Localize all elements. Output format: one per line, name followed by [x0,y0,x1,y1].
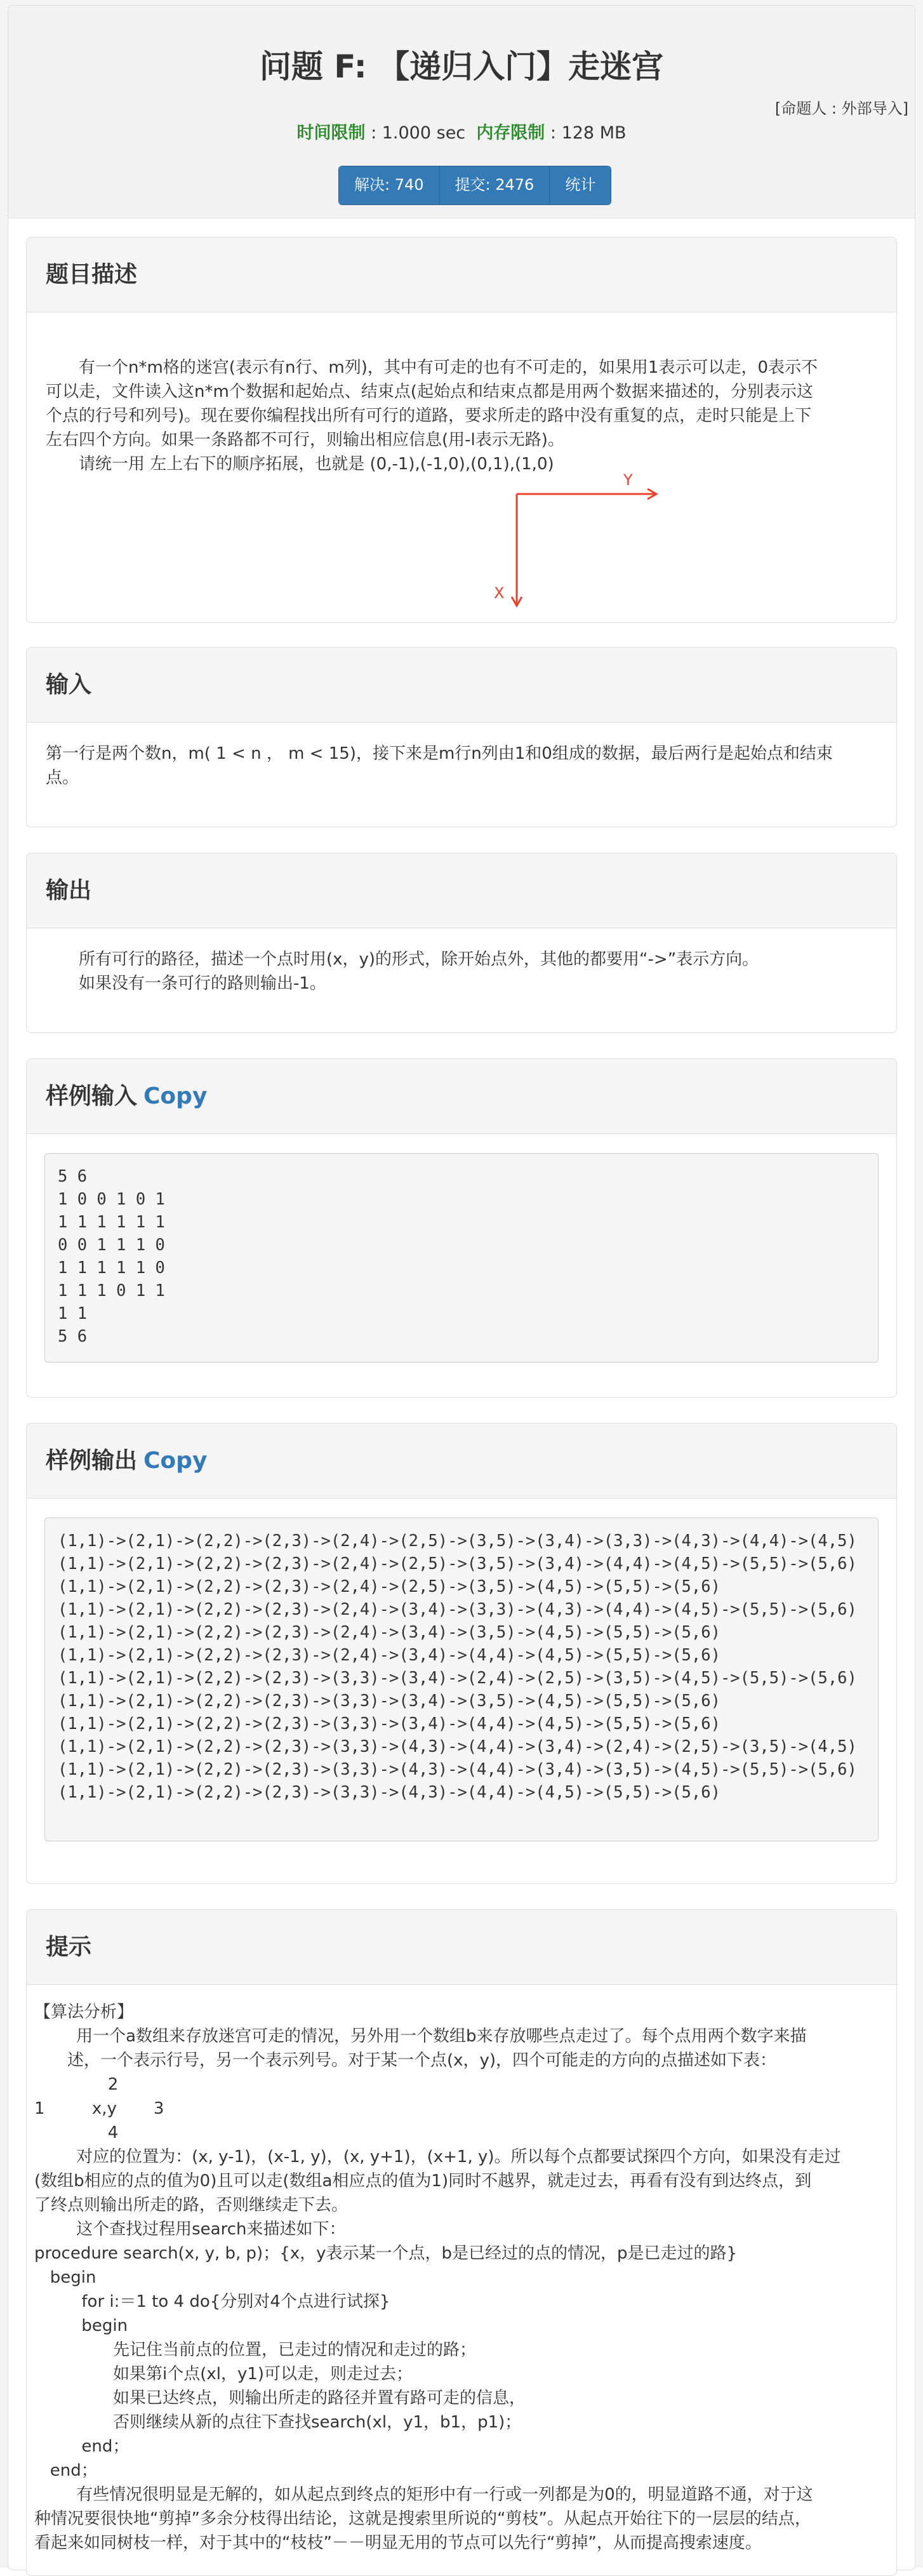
hint-line: (数组b相应的点的值为0)且可以走(数组a相应点的值为1)同时不越界，就走过去，再看有没有到达终点，到 [34,2172,812,2191]
input-heading: 输入 [27,648,896,723]
input-line: 第一行是两个数n，m( 1 < n ， m < 15)，接下来是m行n列由1和0组成的数据，最后两行是起始点和结束 [46,744,833,763]
hint-line: 述，一个表示行号，另一个表示列号。对于某一个点(x，y)，四个可能走的方向的点描述如下表： [67,2051,777,2070]
hint-line: 对应的位置为：(x, y-1)，(x-1, y)，(x, y+1)，(x+1, y)。所以每个点都要试探四个方向，如果没有走过 [34,2147,841,2166]
sample-output-copy-link[interactable]: Copy [143,1448,208,1474]
hint-line: 有些情况很明显是无解的，如从起点到终点的矩形中有一行或一列都是为0的，明显道路不通，对于这 [34,2485,813,2504]
hint-line: 先记住当前点的位置，已走过的情况和走过的路； [34,2340,476,2359]
problem-container [8,5,915,2570]
time-limit-value: : 1.000 sec [365,123,477,143]
sample-output-title: 样例输出 [46,1448,138,1474]
hint-line: begin [34,2268,96,2287]
input-panel [26,647,897,827]
description-line: 左右四个方向。如果一条路都不可行，则输出相应信息(用-l表示无路)。 [46,430,564,450]
hint-panel [26,1909,897,2576]
hint-line: procedure search(x, y, b, p)；{x，y表示某一个点，b是已经过的点的情况，p是已走过的路} [34,2244,738,2263]
hint-heading: 提示 [27,1910,896,1985]
input-text [46,742,884,790]
hint-line: begin [34,2316,128,2335]
sample-output-panel [26,1423,897,1884]
description-panel [26,237,897,623]
limits-line [8,119,915,143]
hint-line: 如果已达终点，则输出所走的路径并置有路可走的信息， [34,2389,526,2408]
hint-line: 否则继续从新的点往下查找search(xl，y1，b1，p1)； [34,2413,522,2432]
hint-line: 2 [34,2075,119,2094]
hint-line: end； [34,2437,129,2456]
problem-author: [命题人 : 外部导入] [774,100,908,117]
sample-output-code: (1,1)->(2,1)->(2,2)->(2,3)->(2,4)->(2,5)->(3,5)->(3,4)->(3,3)->(4,3)->(4,4)->(4,5) (1,1)->(2,1)->(2,2)->(2,3)->(2,4)->(2,5)->(3,5)->(3,4)->(4,4)->(4,5)->(5,5)->(5,6) (1,1)->(2,1)->(2,2)->(2,3)->(2,4)->(2,5)->(3,5)->(4,5)->(5,5)->(5,6) (1,1)->(2,1)->(2,2)->(2,3)->(2,4)->(3,4)->(3,3)->(4,3)->(4,4)->(4,5)->(5,5)->(5,6) (1,1)->(2,1)->(2,2)->(2,3)->(2,4)->(3,4)->(3,5)->(4,5)->(5,5)->(5,6) (1,1)->(2,1)->(2,2)->(2,3)->(2,4)->(3,4)->(4,4)->(4,5)->(5,5)->(5,6) (1,1)->(2,1)->(2,2)->(2,3)->(3,3)->(3,4)->(2,4)->(2,5)->(3,5)->(4,5)->(5,5)->(5,6) (1,1)->(2,1)->(2,2)->(2,3)->(3,3)->(3,4)->(3,5)->(4,5)->(5,5)->(5,6) (1,1)->(2,1)->(2,2)->(2,3)->(3,3)->(3,4)->(4,4)->(4,5)->(5,5)->(5,6) (1,1)->(2,1)->(2,2)->(2,3)->(3,3)->(4,3)->(4,4)->(3,4)->(2,4)->(2,5)->(3,5)->(4,5) (1,1)->(2,1)->(2,2)->(2,3)->(3,3)->(4,3)->(4,4)->(3,4)->(3,5)->(4,5)->(5,5)->(5,6) (1,1)->(2,1)->(2,2)->(2,3)->(3,3)->(4,3)->(4,4)->(4,5)->(5,5)->(5,6) [44,1518,879,1841]
solved-button[interactable]: 解决: 740 [339,166,440,204]
description-line: 有一个n*m格的迷宫(表示有n行、m列)，其中有可走的也有不可走的，如果用1表示可以走，0表示不 [79,358,818,377]
output-panel [26,853,897,1033]
problem-header [8,6,915,218]
sample-input-code: 5 6 1 0 0 1 0 1 1 1 1 1 1 1 0 0 1 1 1 0 1 1 1 1 1 0 1 1 1 0 1 1 1 1 5 6 [44,1153,879,1363]
submit-button[interactable]: 提交: 2476 [440,166,550,204]
sample-output-heading [27,1424,896,1498]
output-line: 所有可行的路径，描述一个点时用(x，y)的形式，除开始点外，其他的都要用“->”表示方向。 [79,950,759,969]
hint-line: 如果第i个点(xl，y1)可以走，则走过去； [34,2365,413,2384]
description-text [46,356,884,476]
sample-input-copy-link[interactable]: Copy [143,1083,208,1109]
hint-line: end； [34,2461,98,2480]
hint-line: 种情况要很快地“剪掉”多余分枝得出结论，这就是搜索里所说的“剪枝”。从起点开始往下的一层层的结点， [34,2509,811,2528]
x-axis-label: X [494,584,505,602]
description-heading: 题目描述 [27,237,896,312]
time-limit-label: 时间限制 [296,123,366,143]
hint-line: 1 x,y 3 [34,2099,164,2118]
memory-limit-label: 内存限制 [476,123,545,143]
hint-body [27,1985,896,2569]
hint-line: 了终点则输出所走的路，否则继续走下去。 [34,2196,349,2215]
coordinate-diagram [471,471,674,617]
output-text [79,947,879,996]
description-line: 请统一用 左上右下的顺序拓展，也就是 (0,-1),(-1,0),(0,1),(1,0) [79,455,554,474]
output-line: 如果没有一条可行的路则输出-1。 [79,974,326,993]
memory-limit-value: : 128 MB [545,123,627,143]
sample-input-heading [27,1059,896,1134]
hint-line: 这个查找过程用search来描述如下： [34,2220,346,2239]
problem-button-group [338,166,611,205]
input-line: 点。 [46,768,79,787]
stats-button[interactable]: 统计 [550,166,611,204]
description-line: 可以走，文件读入这n*m个数据和起始点、结束点(起始点和结束点都是用两个数据来描述的，分别表示这 [46,382,813,401]
hint-line: 用一个a数组来存放迷宫可走的情况，另外用一个数组b来存放哪些点走过了。每个点用两个数字来描 [34,2027,807,2046]
hint-line: 【算法分析】 [34,2003,134,2022]
output-heading: 输出 [27,853,896,928]
description-line: 个点的行号和列号)。现在要你编程找出所有可行的道路，要求所走的路中没有重复的点，走时只能是上下 [46,406,812,425]
problem-title: 问题 F: 【递归入门】走迷宫 [259,48,664,85]
sample-input-title: 样例输入 [46,1083,138,1109]
hint-line: for i:＝1 to 4 do{分别对4个点进行试探} [34,2292,390,2311]
hint-line: 4 [34,2123,119,2142]
sample-input-panel [26,1058,897,1398]
y-axis-label: Y [623,471,633,489]
hint-line: 看起来如同树枝一样，对于其中的“枝枝”－－明显无用的节点可以先行“剪掉”，从而提高搜索速度。 [34,2533,762,2553]
